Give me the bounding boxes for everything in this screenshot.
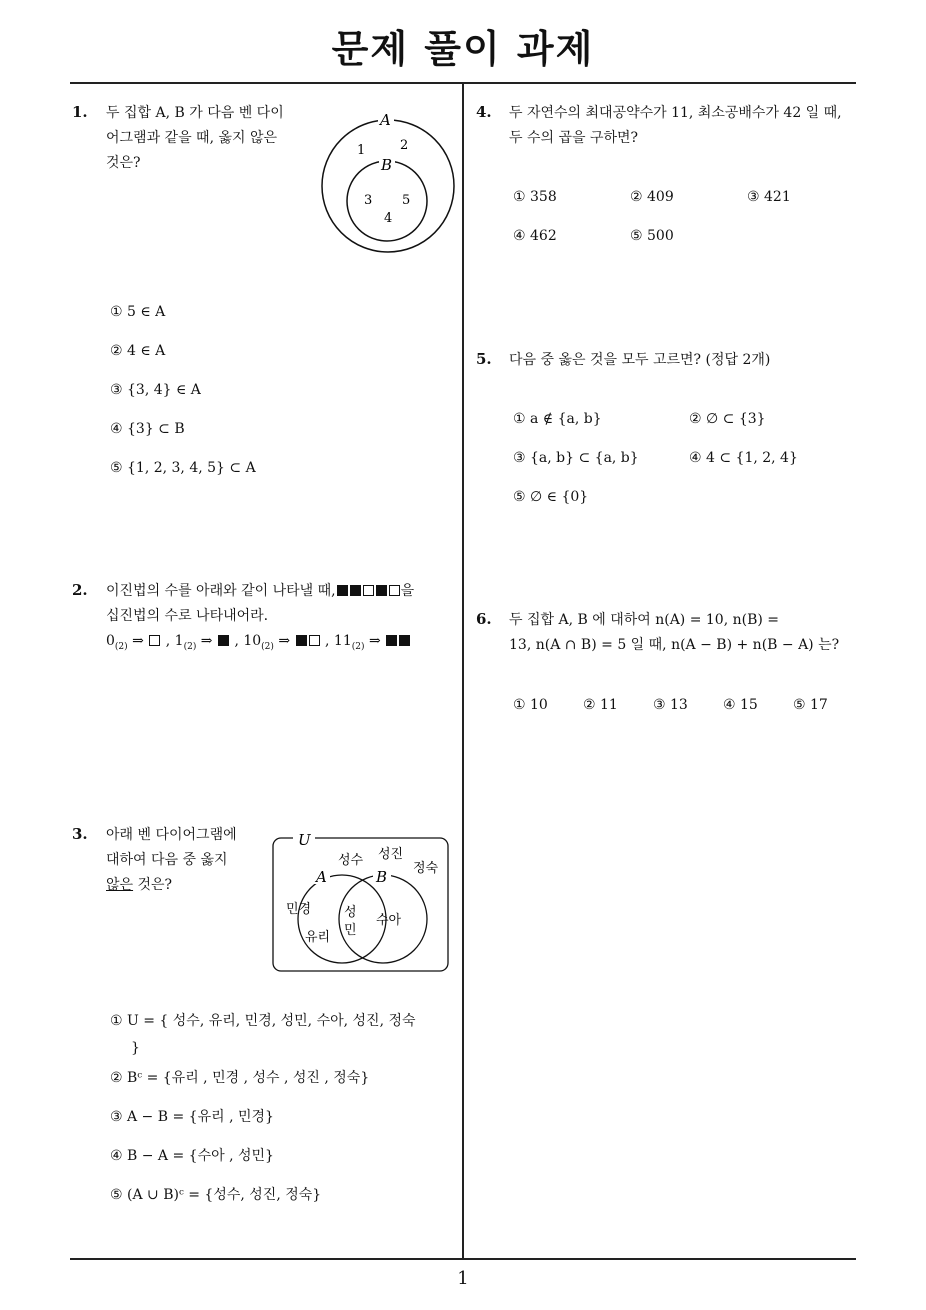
q6-number: 6. xyxy=(476,610,492,628)
q1-text-line1: 두 집합 A, B 가 다음 벤 다이 xyxy=(106,105,284,121)
venn-element: 유리 xyxy=(305,930,331,945)
page-number: 1 xyxy=(457,1268,469,1289)
q5-option-4[interactable]: ④ 4 ⊂ {1, 2, 4} xyxy=(689,450,798,466)
q3-option-4[interactable]: ④ B − A = {수아 , 성민} xyxy=(110,1148,274,1164)
venn-element: 수아 xyxy=(376,913,402,928)
venn-label-a: A xyxy=(380,111,391,129)
q5-option-2[interactable]: ② ∅ ⊂ {3} xyxy=(689,411,766,427)
q3-option-1[interactable]: ① U = { 성수, 유리, 민경, 성민, 수아, 성진, 정숙 xyxy=(110,1013,416,1029)
venn-element: 1 xyxy=(357,143,366,158)
q5-option-1[interactable]: ① a ∉ {a, b} xyxy=(513,411,602,427)
venn-label-b: B xyxy=(381,156,393,174)
page-title: 문제 풀이 과제 xyxy=(331,27,595,71)
q4-option-4[interactable]: ④ 462 xyxy=(513,228,557,244)
bottom-rule xyxy=(70,1258,856,1260)
venn-element: 2 xyxy=(400,138,409,153)
q2-text xyxy=(106,579,458,660)
venn-element: 성진 xyxy=(378,847,404,862)
q4-text-line1: 두 자연수의 최대공약수가 11, 최소공배수가 42 일 때, xyxy=(509,105,842,121)
q6-option-4[interactable]: ④ 15 xyxy=(723,697,758,713)
venn-element: 민경 xyxy=(286,902,312,917)
q1-option-4[interactable]: ④ {3} ⊂ B xyxy=(110,421,185,437)
q3-option-2[interactable]: ② Bᶜ = {유리 , 민경 , 성수 , 성진 , 정숙} xyxy=(110,1070,370,1086)
venn-label-u: U xyxy=(298,831,311,849)
q3-number: 3. xyxy=(72,825,88,843)
q1-option-3[interactable]: ③ {3, 4} ∈ A xyxy=(110,382,201,398)
q4-option-3[interactable]: ③ 421 xyxy=(747,189,791,205)
q3-text-line2: 대하여 다음 중 옳지 xyxy=(106,852,228,868)
venn-element: 4 xyxy=(384,211,393,226)
q3-option-5[interactable]: ⑤ (A ∪ B)ᶜ = {성수, 성진, 정숙} xyxy=(110,1187,322,1203)
venn-circle-a xyxy=(298,875,386,963)
venn-element: 성수 xyxy=(338,853,364,868)
column-divider xyxy=(462,84,464,1260)
q5-option-5[interactable]: ⑤ ∅ ∈ {0} xyxy=(513,489,589,505)
q1-number: 1. xyxy=(72,103,88,121)
q1-text xyxy=(106,101,301,176)
q4-option-1[interactable]: ① 358 xyxy=(513,189,557,205)
venn-label-b: B xyxy=(376,868,388,886)
venn-element: 5 xyxy=(402,193,411,208)
q6-option-3[interactable]: ③ 13 xyxy=(653,697,688,713)
q4-text-line2: 두 수의 곱을 구하면? xyxy=(509,130,639,146)
q6-text-line1: 두 집합 A, B 에 대하여 n(A) = 10, n(B) = xyxy=(509,612,780,628)
venn-element: 성 xyxy=(344,905,357,920)
q2-number: 2. xyxy=(72,581,88,599)
q3-option-1-cont: } xyxy=(131,1040,140,1056)
venn-circle-a xyxy=(322,120,454,252)
q3-text-line1: 아래 벤 다이어그램에 xyxy=(106,827,237,843)
q2-text-line2: 십진법의 수로 나타내어라. xyxy=(106,608,269,624)
q4-text xyxy=(509,101,859,151)
q1-venn-diagram xyxy=(316,104,462,258)
q5-number: 5. xyxy=(476,350,492,368)
q1-option-2[interactable]: ② 4 ∈ A xyxy=(110,343,166,359)
q5-text: 다음 중 옳은 것을 모두 고르면? (정답 2개) xyxy=(509,352,771,368)
q4-option-5[interactable]: ⑤ 500 xyxy=(630,228,674,244)
q6-text-line2: 13, n(A ∩ B) = 5 일 때, n(A − B) + n(B − A) 는? xyxy=(509,637,840,653)
venn-element: 정숙 xyxy=(413,861,439,876)
q3-text xyxy=(106,823,266,898)
q3-text-line3: 않은 것은? xyxy=(106,877,173,893)
q3-option-3[interactable]: ③ A − B = {유리 , 민경} xyxy=(110,1109,274,1125)
venn-element: 민 xyxy=(344,923,357,938)
q3-venn-diagram xyxy=(270,830,452,975)
q1-text-line2: 어그램과 같을 때, 옳지 않은 xyxy=(106,130,278,146)
q6-text xyxy=(509,608,859,658)
q2-examples: $0_{(2)}$ ⇒ , $1_{(2)}$ ⇒ , $10_{(2)}$ ⇒ , $11_{(2)}$ ⇒ xyxy=(106,629,458,660)
q6-option-2[interactable]: ② 11 xyxy=(583,697,618,713)
q2-text-line1: 이진법의 수를 아래와 같이 나타낼 때, 을 xyxy=(106,583,415,599)
q1-option-5[interactable]: ⑤ {1, 2, 3, 4, 5} ⊂ A xyxy=(110,460,256,476)
q6-option-5[interactable]: ⑤ 17 xyxy=(793,697,828,713)
q1-text-line3: 것은? xyxy=(106,155,141,171)
venn-element: 3 xyxy=(364,193,373,208)
venn-label-a: A xyxy=(316,868,327,886)
q1-option-1[interactable]: ① 5 ∈ A xyxy=(110,304,166,320)
q6-option-1[interactable]: ① 10 xyxy=(513,697,548,713)
q5-option-3[interactable]: ③ {a, b} ⊂ {a, b} xyxy=(513,450,639,466)
q4-number: 4. xyxy=(476,103,492,121)
q4-option-2[interactable]: ② 409 xyxy=(630,189,674,205)
